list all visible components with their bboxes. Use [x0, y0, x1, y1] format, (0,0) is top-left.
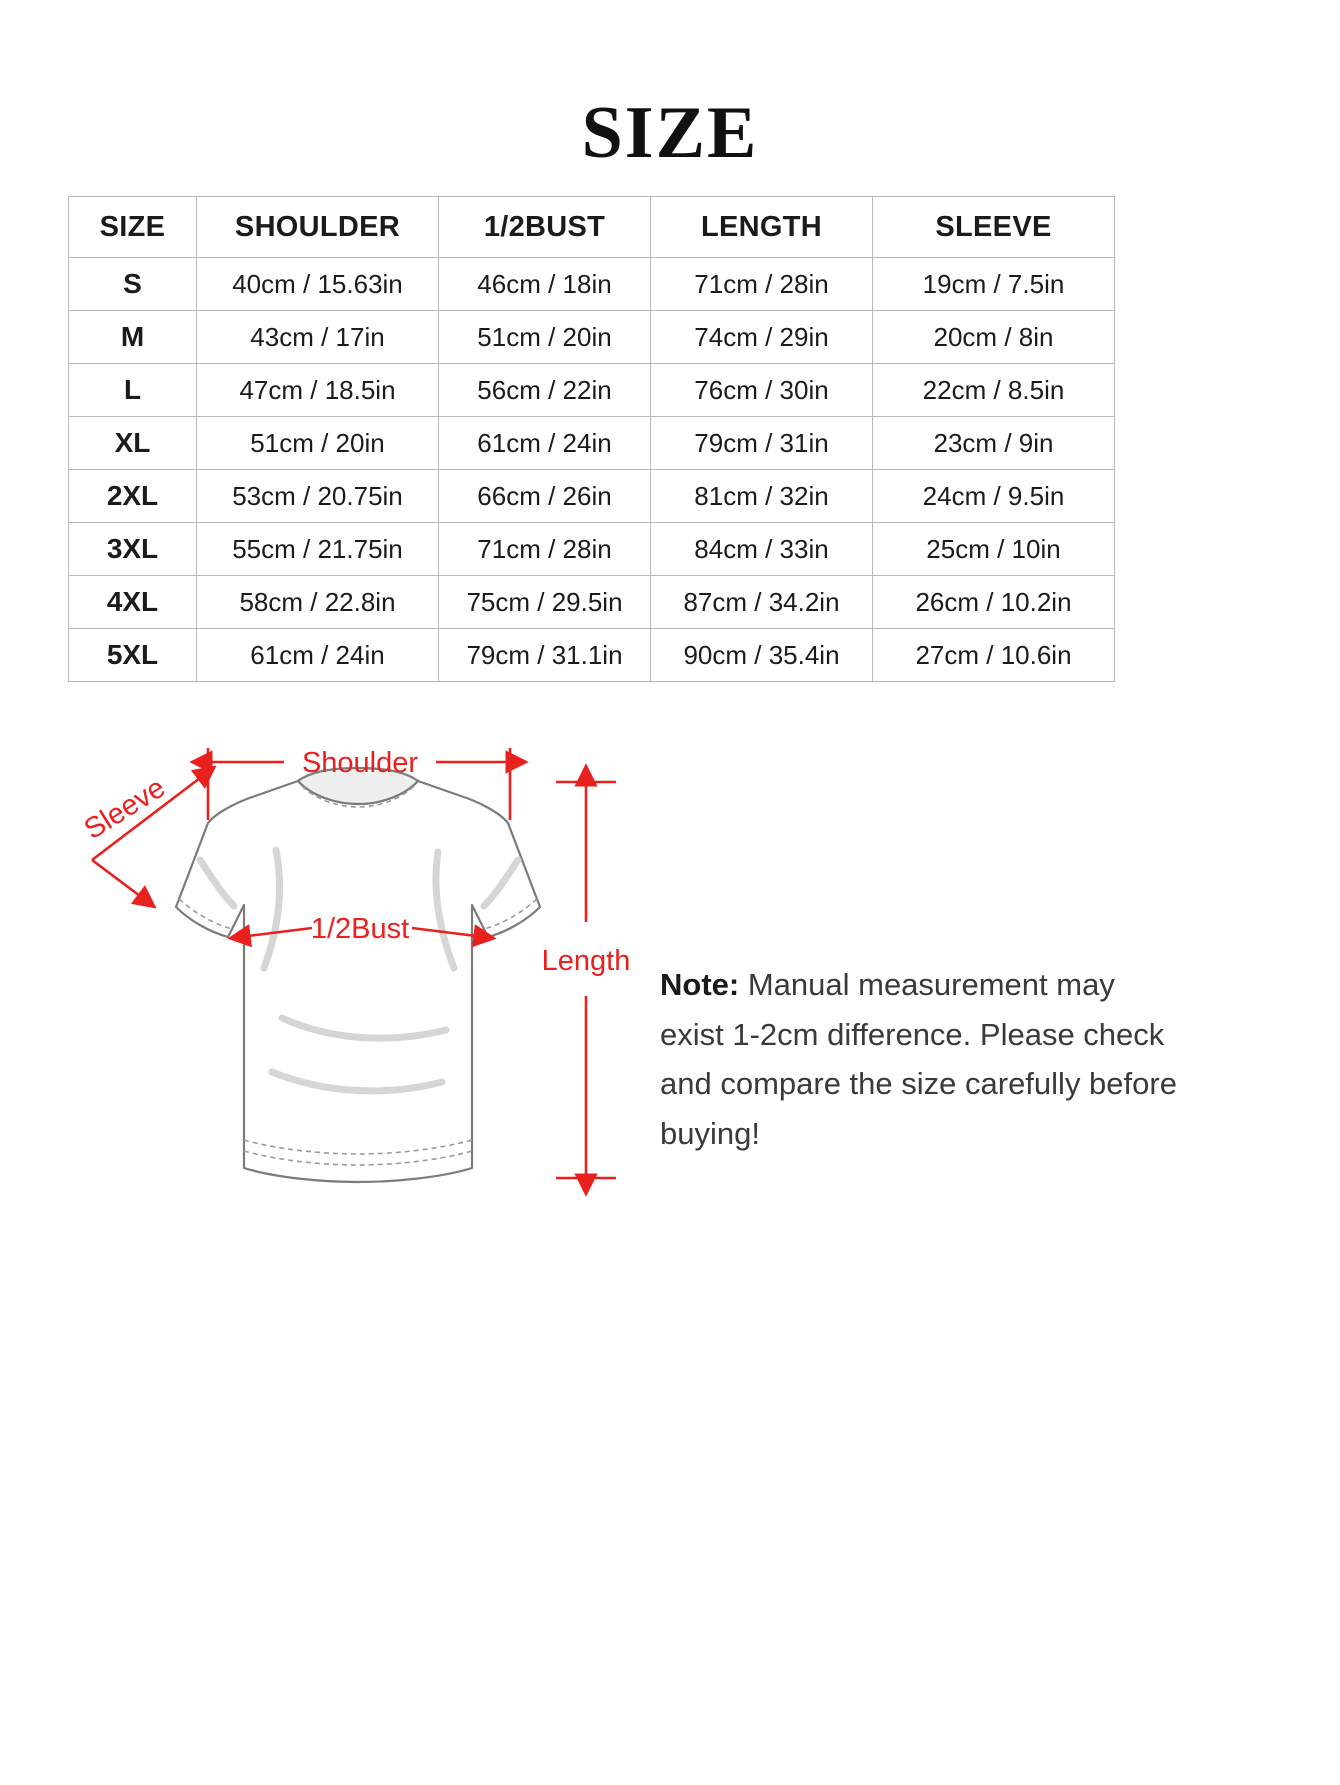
- cell-size: XL: [69, 417, 197, 470]
- label-shoulder: Shoulder: [301, 747, 419, 779]
- note-label: Note:: [660, 967, 740, 1002]
- cell-shoulder: 51cm / 20in: [197, 417, 439, 470]
- cell-sleeve: 23cm / 9in: [873, 417, 1115, 470]
- table-header: [69, 197, 1115, 258]
- size-table: [68, 196, 1115, 682]
- cell-bust: 51cm / 20in: [439, 311, 651, 364]
- cell-shoulder: 43cm / 17in: [197, 311, 439, 364]
- cell-size: S: [69, 258, 197, 311]
- cell-shoulder: 47cm / 18.5in: [197, 364, 439, 417]
- cell-bust: 71cm / 28in: [439, 523, 651, 576]
- cell-sleeve: 20cm / 8in: [873, 311, 1115, 364]
- table-row: [69, 470, 1115, 523]
- measurement-diagram: [40, 700, 680, 1240]
- note-text: Manual measurement may exist 1-2cm difference. Please check and compare the size carefully before buying!: [660, 967, 1177, 1151]
- label-sleeve: Sleeve: [78, 771, 171, 846]
- cell-sleeve: 24cm / 9.5in: [873, 470, 1115, 523]
- column-header-size: SIZE: [69, 197, 197, 258]
- table-row: [69, 364, 1115, 417]
- cell-length: 74cm / 29in: [651, 311, 873, 364]
- label-length: Length: [541, 945, 631, 977]
- cell-size: L: [69, 364, 197, 417]
- cell-bust: 61cm / 24in: [439, 417, 651, 470]
- column-header-length: LENGTH: [651, 197, 873, 258]
- column-header-bust: 1/2BUST: [439, 197, 651, 258]
- label-half-bust: 1/2Bust: [310, 913, 410, 945]
- cell-length: 84cm / 33in: [651, 523, 873, 576]
- table-row: [69, 417, 1115, 470]
- tshirt-illustration: [176, 768, 540, 1182]
- cell-bust: 75cm / 29.5in: [439, 576, 651, 629]
- column-header-sleeve: SLEEVE: [873, 197, 1115, 258]
- table-row: [69, 258, 1115, 311]
- cell-bust: 56cm / 22in: [439, 364, 651, 417]
- cell-sleeve: 26cm / 10.2in: [873, 576, 1115, 629]
- table-row: [69, 576, 1115, 629]
- size-table-container: [68, 196, 1114, 682]
- cell-length: 79cm / 31in: [651, 417, 873, 470]
- cell-shoulder: 58cm / 22.8in: [197, 576, 439, 629]
- cell-size: M: [69, 311, 197, 364]
- cell-length: 81cm / 32in: [651, 470, 873, 523]
- cell-size: 3XL: [69, 523, 197, 576]
- note-block: [660, 960, 1180, 1158]
- cell-bust: 66cm / 26in: [439, 470, 651, 523]
- cell-size: 5XL: [69, 629, 197, 682]
- table-body: [69, 258, 1115, 682]
- cell-length: 90cm / 35.4in: [651, 629, 873, 682]
- cell-sleeve: 27cm / 10.6in: [873, 629, 1115, 682]
- cell-bust: 79cm / 31.1in: [439, 629, 651, 682]
- cell-length: 87cm / 34.2in: [651, 576, 873, 629]
- cell-shoulder: 40cm / 15.63in: [197, 258, 439, 311]
- table-row: [69, 311, 1115, 364]
- table-row: [69, 523, 1115, 576]
- column-header-shoulder: SHOULDER: [197, 197, 439, 258]
- length-measure-arrow: [556, 782, 616, 1178]
- cell-shoulder: 53cm / 20.75in: [197, 470, 439, 523]
- cell-sleeve: 25cm / 10in: [873, 523, 1115, 576]
- table-header-row: [69, 197, 1115, 258]
- page-title: SIZE: [581, 92, 759, 174]
- cell-length: 76cm / 30in: [651, 364, 873, 417]
- cell-size: 4XL: [69, 576, 197, 629]
- cell-size: 2XL: [69, 470, 197, 523]
- cell-bust: 46cm / 18in: [439, 258, 651, 311]
- table-row: [69, 629, 1115, 682]
- cell-shoulder: 55cm / 21.75in: [197, 523, 439, 576]
- cell-length: 71cm / 28in: [651, 258, 873, 311]
- cell-shoulder: 61cm / 24in: [197, 629, 439, 682]
- cell-sleeve: 19cm / 7.5in: [873, 258, 1115, 311]
- cell-sleeve: 22cm / 8.5in: [873, 364, 1115, 417]
